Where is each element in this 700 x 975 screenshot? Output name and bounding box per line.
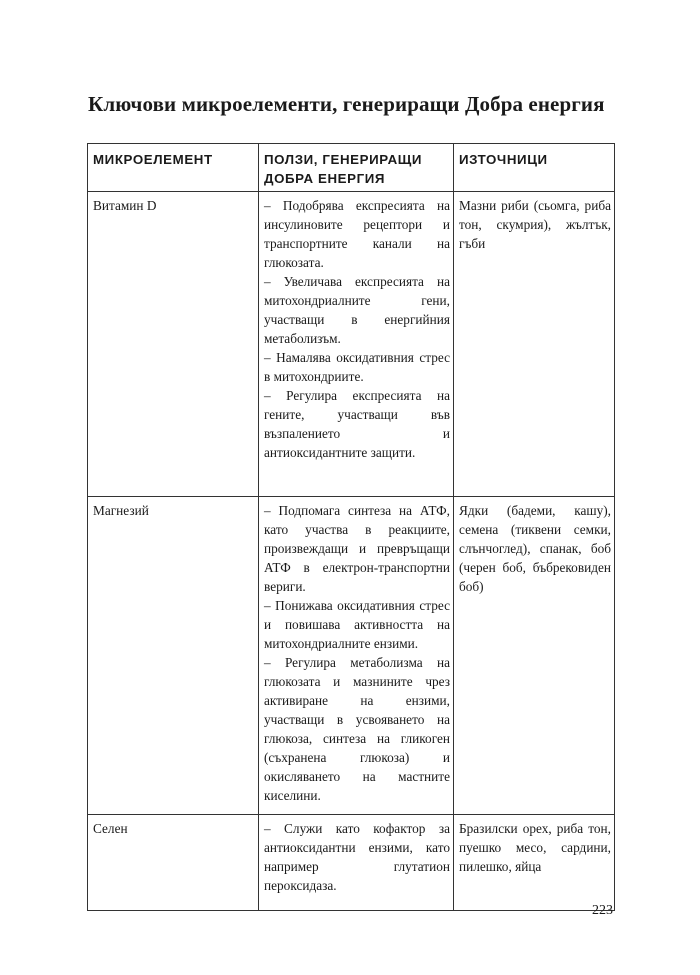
benefit-item: – Подобрява експресията на инсулиновите рецептори и транспортните канали на глюкозата. bbox=[264, 198, 450, 270]
row-benefits-vitamin-d bbox=[259, 192, 454, 497]
benefit-item: – Служи като кофактор за антиоксидантни ензими, като например глутатион пероксидаза. bbox=[264, 821, 450, 893]
benefit-item: – Регулира метаболизма на глюкозата и мазнините чрез активиране на ензими, участващи в усвояването на глюкоза, синтеза на гликоген (съхранена глюкоза) и окисляването на мастните киселини. bbox=[264, 655, 450, 803]
table-row bbox=[88, 192, 615, 497]
row-sources-magnesium: Ядки (бадеми, кашу), семена (тиквени семки, слънчоглед), спанак, боб (черен боб, бъбрековиден боб) bbox=[454, 497, 615, 815]
table-row bbox=[88, 815, 615, 911]
row-element-magnesium: Магнезий bbox=[88, 497, 259, 815]
row-benefits-magnesium bbox=[259, 497, 454, 815]
row-sources-selenium: Бразилски орех, риба тон, пуешко месо, сардини, пилешко, яйца bbox=[454, 815, 615, 911]
page-number: 223 bbox=[592, 903, 613, 918]
row-benefits-selenium bbox=[259, 815, 454, 911]
benefit-item: – Подпомага синтеза на АТФ, като участва в реакциите, произвеждащи и превръщащи АТФ в електрон-транспортни вериги. bbox=[264, 503, 450, 594]
table-row bbox=[88, 497, 615, 815]
row-sources-vitamin-d: Мазни риби (сьомга, риба тон, скумрия), жълтък, гъби bbox=[454, 192, 615, 497]
benefit-item: – Намалява оксидативния стрес в митохондриите. bbox=[264, 350, 450, 384]
benefit-item: – Понижава оксидативния стрес и повишава активността на митохондриалните ензими. bbox=[264, 598, 450, 651]
table-header-row bbox=[88, 144, 615, 192]
header-benefits: ПОЛЗИ, ГЕНЕРИРАЩИ ДОБРА ЕНЕРГИЯ bbox=[259, 144, 454, 192]
micronutrients-table bbox=[87, 143, 615, 911]
header-sources: ИЗТОЧНИЦИ bbox=[454, 144, 615, 192]
row-element-vitamin-d: Витамин D bbox=[88, 192, 259, 497]
benefit-item: – Увеличава експресията на митохондриалните гени, участващи в енергийния метаболизъм. bbox=[264, 274, 450, 346]
page-title: Ключови микроелементи, генериращи Добра енергия bbox=[88, 92, 605, 116]
header-microelement: МИКРОЕЛЕМЕНТ bbox=[88, 144, 259, 192]
benefit-item: – Регулира експресията на гените, участващи във възпалението и антиоксидантните защити. bbox=[264, 388, 450, 460]
row-element-selenium: Селен bbox=[88, 815, 259, 911]
